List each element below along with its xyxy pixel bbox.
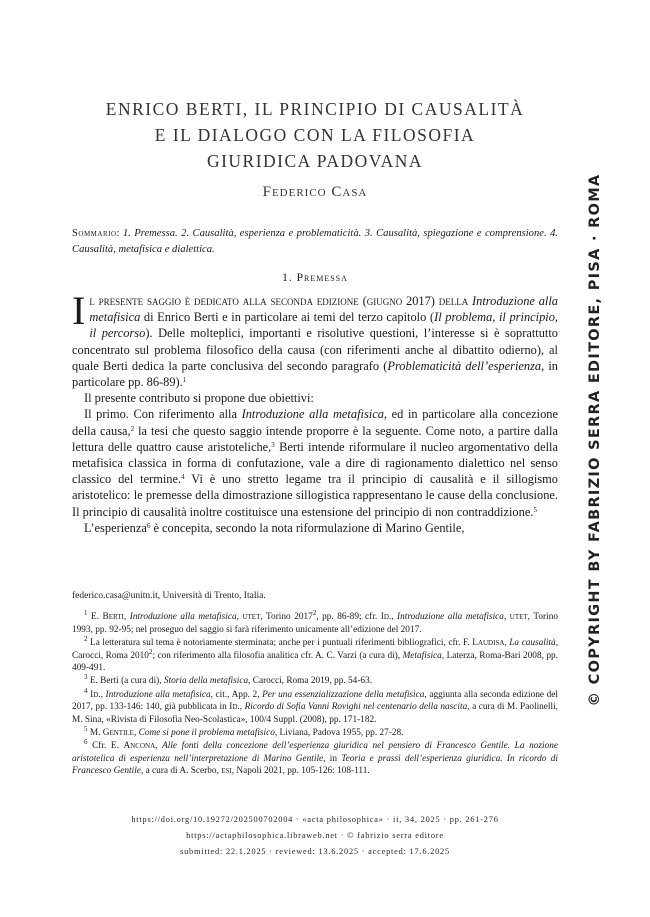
drop-cap: I	[72, 288, 86, 333]
section-heading: 1. Premessa	[282, 272, 348, 284]
summary-label: Sommario	[72, 228, 117, 239]
summary: Sommario: 1. Premessa. 2. Causalità, esperienza e problematicità. 3. Causalità, spiegazione e comprensione. 4. Causalità, metafisica e dialettica.	[72, 228, 559, 255]
summary-item-3: 3. Causalità, spiegazione e comprensione.	[364, 228, 547, 239]
article-page	[72, 0, 558, 917]
article-author	[72, 184, 558, 201]
summary-item-4: 4. Causalità, metafisica e dialettica.	[72, 228, 559, 255]
footer-website[interactable]: https://actaphilosophica.libraweb.net · © fabrizio serra editore	[186, 831, 444, 840]
page-footer	[72, 812, 558, 860]
title-line-1: ENRICO BERTI, IL PRINCIPIO DI CAUSALITÀ	[105, 99, 525, 119]
footnote-ref-6[interactable]: 6	[146, 521, 151, 530]
footnote-ref-4[interactable]: 4	[181, 473, 185, 482]
footnote-6: $^6$ Cfr. E. Ancona, Alle fonti della concezione dell’esperienza giuridica nel pensiero di Francesco Gentile. La nozione aristotelica di esperienza nell’interpretazione di Marino Gentile, in Teoria e prassi dell’esperienza giuridica. In ricordo di Francesco Gentile, a cura di A. Scerbo, esi, Napoli 2021, pp. 105-126: 108-111.	[72, 738, 559, 777]
article-title	[72, 96, 558, 174]
author-email[interactable]: federico.casa@unitn.it, Università di Trento, Italia.	[72, 591, 266, 601]
footnote-ref-3[interactable]: 3	[271, 440, 275, 449]
paragraph-1: Il presente saggio è dedicato alla seconda edizione (giugno 2017) della Introduzione alla metafisica di Enrico Berti e in particolare ai temi del terzo capitolo (Il problema, il principio, il percorso). Delle molteplici, importanti e risolutive questioni, l’interesse si è soprattutto concentrato sul problema filosofico della causa (con riferimenti anche al dibattito odierno), al quale Berti dedica la parte conclusiva del secondo paragrafo (Problematicità dell’esperienza, in particolare pp. 86-89).$^1$	[72, 288, 559, 390]
body-text	[72, 288, 559, 536]
footnote-2: $^2$ La letteratura sul tema è notoriamente sterminata; anche per i puntuali riferimenti bibliografici, cfr. F. Laudisa, La causalità, Carocci, Roma 2010$^2$; con riferimento alla filosofia analitica cfr. A. C. Varzi (a cura di), Metafisica, Laterza, Roma-Bari 2008, pp. 409-491.	[72, 635, 559, 674]
footnote-1: $^1$ E. Berti, Introduzione alla metafisica, utet, Torino 2017$^2$, pp. 86-89; cfr. Id., Introduzione alla metafisica, utet, Torino 1993, pp. 92-95; nel proseguo del saggio si farà riferimento unicamente all’edizione del 2017.	[72, 609, 558, 635]
footnote-ref-2[interactable]: 2	[130, 424, 135, 433]
copyright-notice: © COPYRIGHT BY FABRIZIO SERRA EDITORE, PISA · ROMA	[587, 173, 603, 707]
footnotes	[72, 590, 558, 779]
summary-item-2: 2. Causalità, esperienza e problematicità.	[181, 228, 362, 239]
footnote-3: $^3$ E. Berti (a cura di), Storia della metafisica, Carocci, Roma 2019, pp. 54-63.	[84, 673, 373, 687]
footer-doi[interactable]: https://doi.org/10.19272/202500702004 · «acta philosophica» · ii, 34, 2025 · pp. 261-276	[131, 815, 499, 824]
footnote-4: $^4$ Id., Introduzione alla metafisica, cit., App. 2, Per una essenzializzazione della metafisica, aggiunta alla seconda edizione del 2017, pp. 133-146: 140, già pubblicata in Id., Ricordo di Sofia Vanni Rovighi nel centenario della nascita, a cura di M. Paolinelli, M. Sina, «Rivista di Filosofia Neo-Scolastica», 100/4 Suppl. (2008), pp. 171-182.	[72, 686, 559, 725]
copyright-sidebar	[583, 173, 607, 707]
footer-dates: submitted: 22.1.2025 · reviewed: 13.6.2025 · accepted: 17.6.2025	[180, 847, 450, 856]
title-line-3: GIURIDICA PADOVANA	[206, 151, 424, 171]
footnote-5: $^5$ M. Gentile, Come si pone il problema metafisico, Liviana, Padova 1955, pp. 27-28.	[84, 725, 404, 739]
summary-item-1: 1. Premessa.	[122, 228, 178, 239]
footnote-ref-5[interactable]: 5	[533, 505, 537, 514]
paragraph-2: Il presente contributo si propone due obiettivi:	[84, 391, 314, 406]
paragraph-4: L’esperienza$^6$ è concepita, secondo la nota riformulazione di Marino Gentile,	[84, 520, 465, 535]
author-name: Federico Casa	[262, 184, 368, 200]
paragraph-3: Il primo. Con riferimento alla Introduzione alla metafisica, ed in particolare alla concezione della causa,$^2$ la tesi che questo saggio intende proporre è la seguente. Come noto, a partire dalla lettura delle quattro cause aristoteliche,$^3$ Berti intende riformulare il nucleo argomentativo della metafisica classica in forma di confutazione, vale a dire di ragionamento dialettico nel senso classico del termine.$^4$ Vi è uno stretto legame tra il principio di causalità e il sillogismo aristotelico: le premesse della dimostrazione sillogistica rappresentano le cause della conclusione. Il principio di causalità inoltre costituisce una estensione del principio di non contraddizione.$^5$	[72, 407, 559, 519]
title-line-2: E IL DIALOGO CON LA FILOSOFIA	[154, 125, 476, 145]
footnote-ref-1[interactable]: 1	[182, 376, 187, 385]
